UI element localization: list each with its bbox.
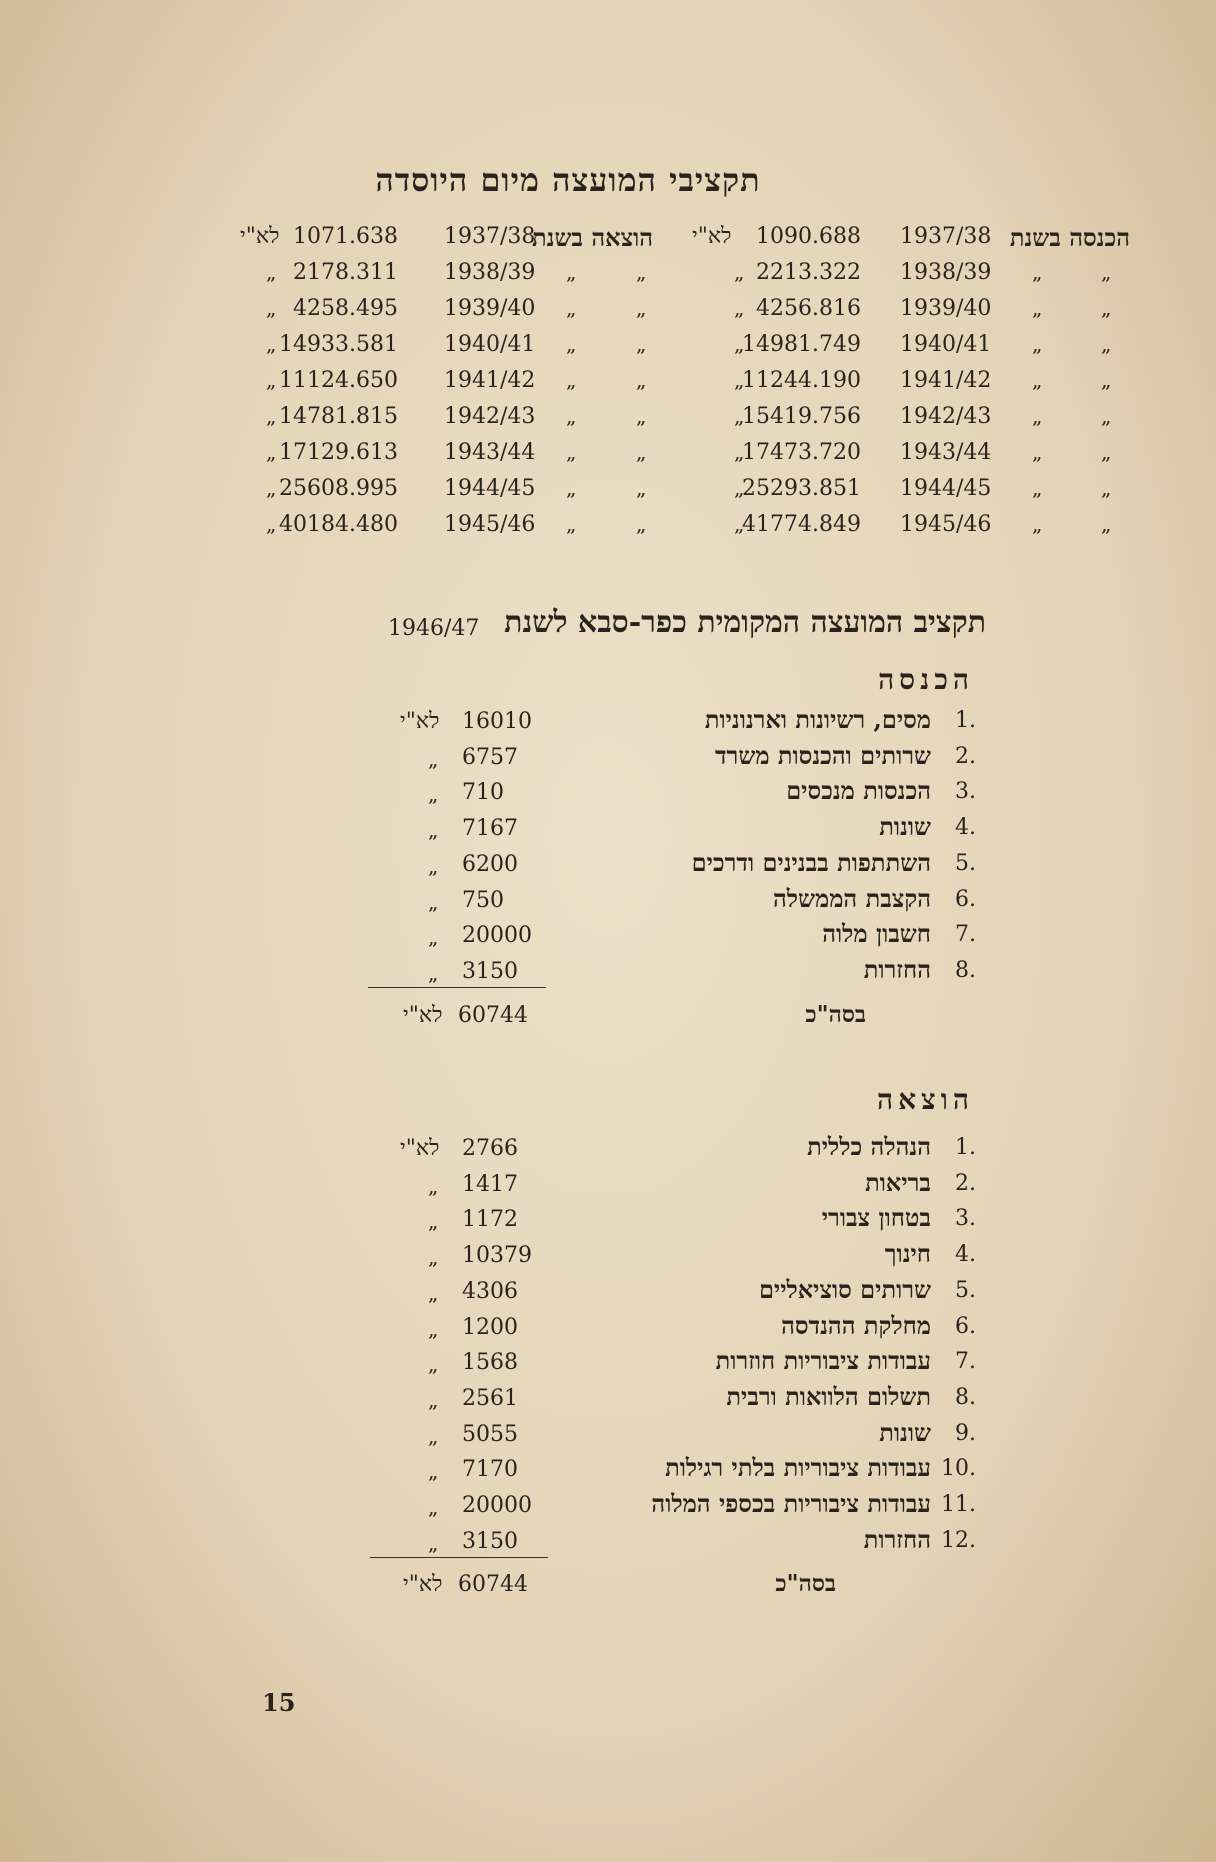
expense-total-unit: לא"י	[403, 1572, 443, 1597]
ditto-mark: „	[636, 332, 647, 356]
item-label: מחלקת ההנדסה	[781, 1310, 931, 1340]
ditto-mark: „	[428, 1245, 439, 1270]
item-label: שונות	[879, 812, 931, 842]
income-heading: הכנסה	[878, 663, 974, 696]
item-number: 8.	[955, 1384, 976, 1410]
item-amount: 3150	[462, 958, 518, 984]
item-amount: 7167	[462, 816, 518, 842]
ditto-mark: „	[428, 889, 439, 914]
table-row	[0, 434, 1216, 470]
item-number: 5.	[955, 1277, 976, 1303]
income-total-row	[0, 998, 1216, 1034]
item-number: 3.	[955, 1206, 976, 1232]
list-item	[0, 1488, 1216, 1524]
expense-year: 1945/46	[444, 512, 536, 537]
item-label: שונות	[879, 1417, 931, 1447]
item-amount: 4306	[462, 1278, 518, 1304]
expense-amount: 1071.638	[293, 224, 398, 249]
income-amount: 25293.851	[742, 476, 861, 501]
item-number: 3.	[955, 779, 976, 805]
expense-amount: 14781.815	[279, 404, 398, 429]
budget-year: 1946/47	[388, 616, 480, 641]
history-title: תקציבי המועצה מיום היוסדה	[375, 161, 761, 199]
ditto-mark: „	[1101, 512, 1112, 536]
ditto-mark: „	[1101, 404, 1112, 428]
list-item	[0, 1417, 1216, 1453]
item-label: עבודות ציבוריות בלתי רגילות	[665, 1453, 931, 1483]
expense-amount: 4258.495	[293, 296, 398, 321]
ditto-mark: „	[428, 1459, 439, 1484]
income-amount: 14981.749	[742, 332, 861, 357]
ditto-mark: „	[1032, 368, 1043, 392]
ditto-mark: „	[566, 368, 577, 392]
expense-heading: הוצאה	[876, 1083, 974, 1116]
table-row	[0, 362, 1216, 398]
item-number: 5.	[955, 850, 976, 876]
income-amount: 1090.688	[756, 224, 861, 249]
income-amount: 4256.816	[756, 296, 861, 321]
list-item	[0, 1274, 1216, 1310]
ditto-mark: „	[1101, 332, 1112, 356]
income-year: 1938/39	[900, 260, 992, 285]
item-label: עבודות ציבוריות בכספי המלוה	[651, 1489, 931, 1518]
ditto-mark: „	[266, 332, 277, 356]
expense-amount: 2178.311	[293, 260, 398, 285]
list-item	[0, 1345, 1216, 1381]
item-amount: 20000	[462, 923, 532, 949]
ditto-mark: „	[734, 440, 745, 464]
item-number: 11.	[941, 1492, 976, 1517]
item-number: 4.	[955, 1242, 976, 1268]
table-row	[0, 470, 1216, 506]
ditto-mark: „	[636, 368, 647, 392]
item-label: הנהלה כללית	[807, 1132, 931, 1161]
item-label: השתתפות בבנינים ודרכים	[691, 847, 931, 877]
ditto-mark: „	[428, 960, 439, 985]
income-total-amount: 60744	[458, 1003, 528, 1028]
income-total-rule	[368, 987, 546, 988]
ditto-mark: „	[1032, 512, 1043, 536]
ditto-mark: „	[266, 404, 277, 428]
income-year: 1945/46	[900, 512, 992, 537]
ditto-mark: „	[1101, 368, 1112, 392]
table-row	[0, 290, 1216, 326]
ditto-mark: „	[636, 440, 647, 464]
income-amount: 15419.756	[742, 404, 861, 429]
expense-amount: 14933.581	[279, 332, 398, 357]
item-label: חינוך	[884, 1239, 931, 1269]
list-item	[0, 811, 1216, 847]
item-number: 10.	[941, 1456, 976, 1482]
table-row	[0, 218, 1216, 254]
ditto-mark: „	[1101, 440, 1112, 464]
list-item	[0, 704, 1216, 740]
ditto-mark: „	[734, 296, 745, 320]
income-label: הכנסה בשנת	[1009, 223, 1130, 252]
list-item	[0, 1131, 1216, 1167]
item-label: הקצבת הממשלה	[772, 883, 931, 913]
expense-amount: 40184.480	[279, 512, 398, 537]
income-amount: 41774.849	[742, 512, 861, 537]
item-amount: 3150	[462, 1528, 518, 1554]
ditto-mark: „	[636, 404, 647, 428]
item-amount: 5055	[462, 1421, 518, 1447]
ditto-mark: „	[734, 476, 745, 500]
page-number: 15	[262, 1688, 296, 1717]
item-label: הכנסות מנכסים	[786, 776, 931, 806]
ditto-mark: „	[636, 476, 647, 500]
list-item	[0, 1238, 1216, 1274]
item-number: 6.	[955, 886, 976, 912]
ditto-mark: „	[1032, 332, 1043, 356]
ditto-mark: „	[428, 925, 439, 950]
ditto-mark: „	[566, 512, 577, 536]
ditto-mark: „	[566, 476, 577, 500]
income-year: 1939/40	[900, 296, 992, 321]
item-unit: לא"י	[400, 1136, 440, 1161]
income-year: 1937/38	[900, 224, 992, 249]
item-number: 6.	[955, 1313, 976, 1339]
ditto-mark: „	[266, 476, 277, 500]
item-number: 1.	[955, 1135, 976, 1160]
item-amount: 16010	[462, 709, 532, 734]
item-amount: 1172	[462, 1207, 518, 1233]
list-item	[0, 1381, 1216, 1417]
ditto-mark: „	[428, 818, 439, 843]
ditto-mark: „	[428, 1530, 439, 1555]
ditto-mark: „	[428, 1173, 439, 1198]
list-item	[0, 1310, 1216, 1346]
ditto-mark: „	[566, 332, 577, 356]
ditto-mark: „	[566, 296, 577, 320]
item-label: שרותים סוציאליים	[758, 1274, 931, 1304]
income-year: 1940/41	[900, 332, 992, 357]
income-unit: לא"י	[692, 224, 732, 249]
item-number: 7.	[955, 922, 976, 948]
expense-amount: 25608.995	[279, 476, 398, 501]
expense-year: 1941/42	[444, 368, 536, 393]
ditto-mark: „	[266, 512, 277, 536]
income-year: 1942/43	[900, 404, 992, 429]
table-row	[0, 254, 1216, 290]
item-unit: לא"י	[400, 709, 440, 734]
item-amount: 6757	[462, 744, 518, 770]
item-amount: 710	[462, 780, 504, 806]
table-row	[0, 398, 1216, 434]
expense-year: 1942/43	[444, 404, 536, 429]
expense-year: 1939/40	[444, 296, 536, 321]
item-amount: 10379	[462, 1243, 532, 1269]
income-amount: 11244.190	[742, 368, 861, 393]
ditto-mark: „	[734, 512, 745, 536]
item-label: עבודות ציבוריות חוזרות	[715, 1346, 931, 1376]
ditto-mark: „	[428, 1280, 439, 1305]
ditto-mark: „	[636, 512, 647, 536]
item-amount: 20000	[462, 1493, 532, 1518]
ditto-mark: „	[1032, 440, 1043, 464]
expense-total-amount: 60744	[458, 1572, 528, 1597]
list-item	[0, 1524, 1216, 1560]
item-label: בטחון צבורי	[821, 1203, 931, 1233]
ditto-mark: „	[266, 440, 277, 464]
list-item	[0, 1452, 1216, 1488]
ditto-mark: „	[734, 260, 745, 284]
list-item	[0, 883, 1216, 919]
ditto-mark: „	[1032, 476, 1043, 500]
income-total-label: בסה"כ	[805, 1001, 866, 1028]
ditto-mark: „	[428, 746, 439, 771]
item-amount: 2561	[462, 1385, 518, 1411]
item-amount: 1200	[462, 1314, 518, 1340]
income-year: 1943/44	[900, 440, 992, 465]
ditto-mark: „	[428, 782, 439, 807]
expense-unit: לא"י	[240, 224, 280, 249]
item-number: 1.	[955, 708, 976, 733]
ditto-mark: „	[1032, 404, 1043, 428]
ditto-mark: „	[734, 332, 745, 356]
budget-title: תקציב המועצה המקומית כפר-סבא לשנת	[504, 605, 986, 640]
item-number: 2.	[955, 743, 976, 769]
ditto-mark: „	[1032, 260, 1043, 284]
item-number: 9.	[955, 1420, 976, 1446]
ditto-mark: „	[428, 853, 439, 878]
ditto-mark: „	[1032, 296, 1043, 320]
ditto-mark: „	[566, 260, 577, 284]
list-item	[0, 1202, 1216, 1238]
ditto-mark: „	[566, 440, 577, 464]
ditto-mark: „	[266, 368, 277, 392]
expense-year: 1937/38	[444, 224, 536, 249]
ditto-mark: „	[428, 1495, 439, 1519]
expense-label: הוצאה בשנת	[532, 223, 654, 252]
expense-year: 1944/45	[444, 476, 536, 501]
ditto-mark: „	[734, 368, 745, 392]
expense-total-row	[0, 1567, 1216, 1603]
table-row	[0, 326, 1216, 362]
item-number: 12.	[941, 1527, 976, 1553]
list-item	[0, 775, 1216, 811]
expense-amount: 11124.650	[279, 368, 398, 393]
ditto-mark: „	[1101, 260, 1112, 284]
item-number: 4.	[955, 815, 976, 841]
item-number: 2.	[955, 1170, 976, 1196]
list-item	[0, 1167, 1216, 1203]
list-item	[0, 954, 1216, 990]
item-number: 8.	[955, 957, 976, 983]
ditto-mark: „	[428, 1209, 439, 1234]
expense-year: 1940/41	[444, 332, 536, 357]
expense-amount: 17129.613	[279, 440, 398, 465]
item-amount: 7170	[462, 1457, 518, 1483]
ditto-mark: „	[1101, 296, 1112, 320]
item-label: בריאות	[865, 1167, 931, 1197]
list-item	[0, 740, 1216, 776]
expense-year: 1938/39	[444, 260, 536, 285]
income-amount: 17473.720	[742, 440, 861, 465]
list-item	[0, 847, 1216, 883]
item-amount: 1417	[462, 1171, 518, 1197]
item-number: 7.	[955, 1349, 976, 1375]
expense-year: 1943/44	[444, 440, 536, 465]
item-amount: 1568	[462, 1350, 518, 1376]
ditto-mark: „	[566, 404, 577, 428]
expense-total-rule	[370, 1557, 548, 1558]
item-label: חשבון מלוה	[822, 919, 931, 949]
ditto-mark: „	[428, 1423, 439, 1448]
item-amount: 750	[462, 887, 504, 913]
item-label: מסים, רשיונות וארנוניות	[704, 705, 931, 734]
income-year: 1941/42	[900, 368, 992, 393]
expense-total-label: בסה"כ	[775, 1570, 836, 1597]
table-row	[0, 506, 1216, 542]
ditto-mark: „	[734, 404, 745, 428]
ditto-mark: „	[266, 260, 277, 284]
ditto-mark: „	[636, 260, 647, 284]
item-amount: 2766	[462, 1136, 518, 1161]
item-label: שרותים והכנסות משרד	[715, 740, 931, 770]
item-label: תשלום הלוואות ורבית	[726, 1381, 931, 1411]
item-amount: 6200	[462, 851, 518, 877]
income-amount: 2213.322	[756, 260, 861, 285]
ditto-mark: „	[428, 1387, 439, 1412]
income-total-unit: לא"י	[403, 1003, 443, 1028]
list-item	[0, 918, 1216, 954]
ditto-mark: „	[428, 1352, 439, 1377]
item-label: החזרות	[863, 954, 931, 984]
item-label: החזרות	[863, 1524, 931, 1554]
ditto-mark: „	[428, 1316, 439, 1341]
ditto-mark: „	[266, 296, 277, 320]
income-year: 1944/45	[900, 476, 992, 501]
ditto-mark: „	[1101, 476, 1112, 500]
ditto-mark: „	[636, 296, 647, 320]
